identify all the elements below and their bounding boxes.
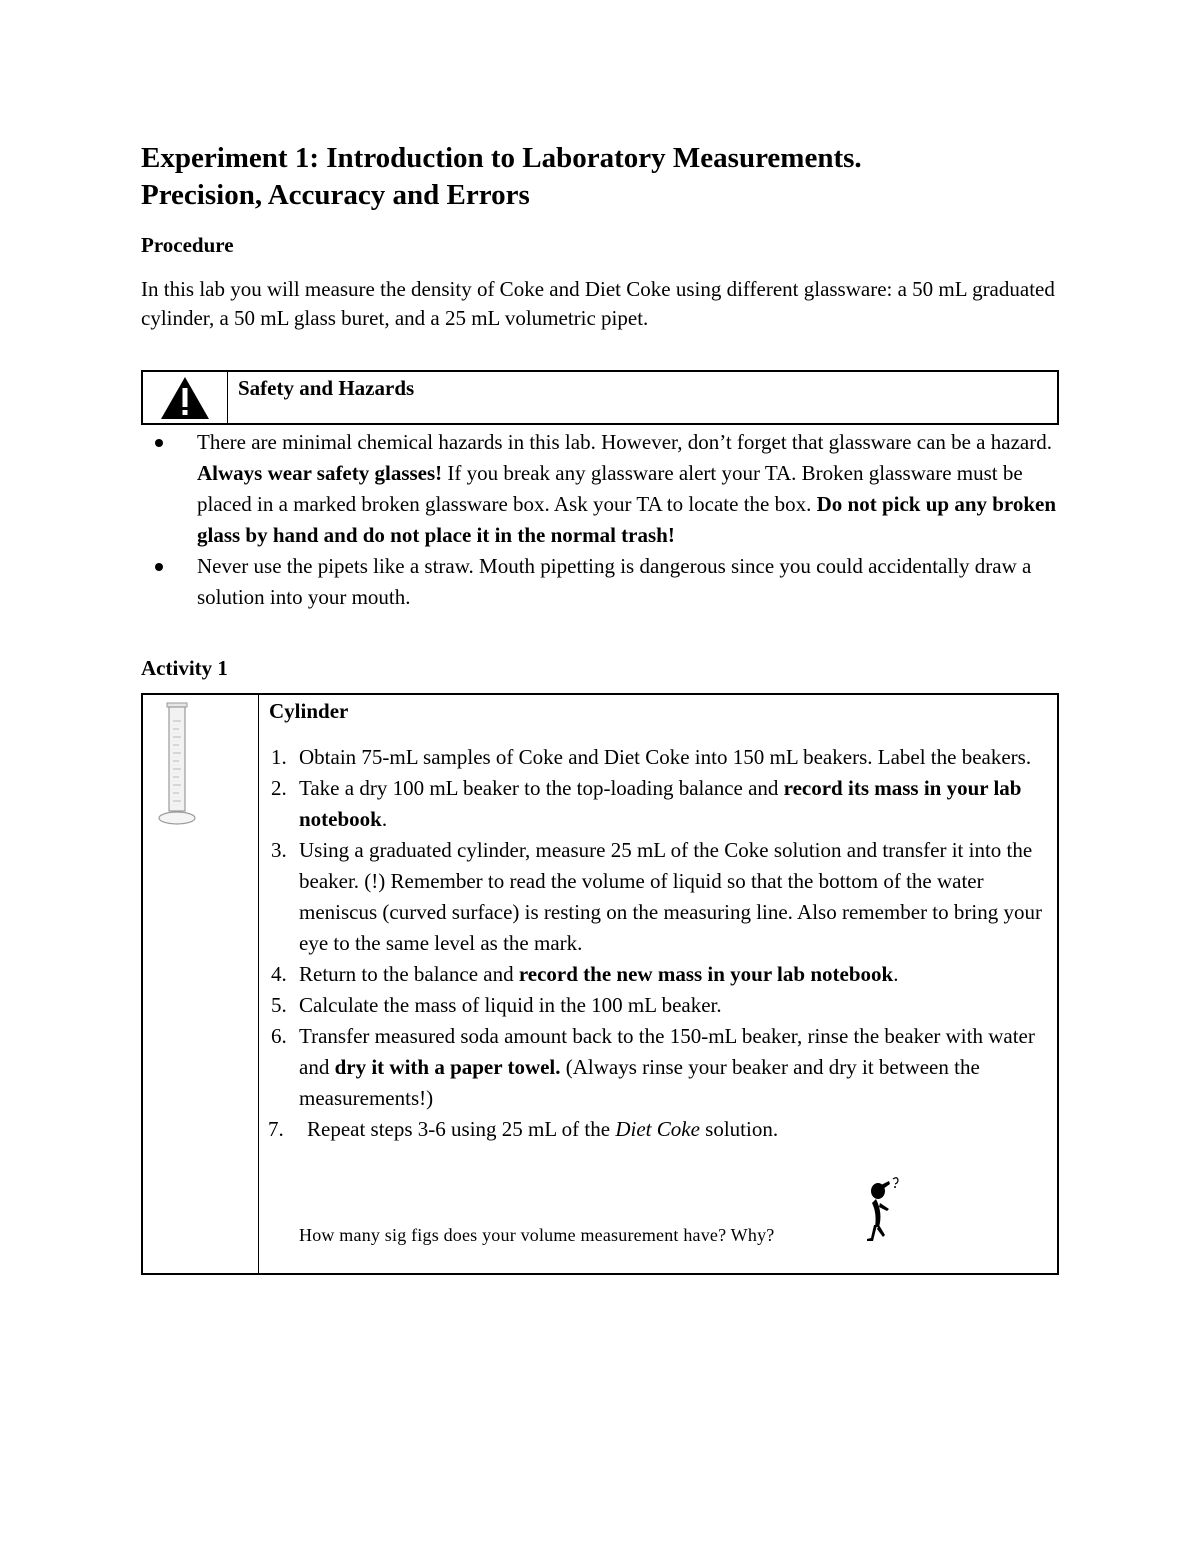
- step-3-number: 3.: [271, 838, 287, 862]
- thinking-figure-icon: [863, 1175, 903, 1247]
- step-3: [269, 835, 1047, 959]
- graduated-cylinder-icon: [157, 701, 197, 829]
- bullet-1-text-a: There are minimal chemical hazards in this lab. However, don’t forget that glassware can be a hazard.: [197, 430, 1052, 454]
- step-2-number: 2.: [271, 776, 287, 800]
- activity-heading: Activity 1: [141, 656, 228, 680]
- safety-header-table: [141, 370, 1059, 425]
- step-1-number: 1.: [271, 745, 287, 769]
- step-7: [269, 1114, 1047, 1145]
- document-page: [141, 140, 1061, 1275]
- step-7-italic: Diet Coke: [615, 1117, 700, 1141]
- step-2: [269, 773, 1047, 835]
- safety-bullet-2: Never use the pipets like a straw. Mouth pipetting is dangerous since you could accidentally draw a solution into your mouth.: [141, 551, 1061, 613]
- warning-triangle-icon: [159, 375, 211, 421]
- activity-icon-cell: [143, 695, 259, 1273]
- title-line-2: Precision, Accuracy and Errors: [141, 179, 530, 211]
- bullet-1-bold-a: Always wear safety glasses!: [197, 461, 443, 485]
- safety-heading: Safety and Hazards: [238, 376, 415, 400]
- procedure-heading: Procedure: [141, 233, 234, 257]
- sig-figs-question: How many sig figs does your volume measurement have? Why?: [299, 1225, 775, 1245]
- safety-icon-cell: [143, 372, 228, 423]
- step-6-bold: dry it with a paper towel.: [334, 1055, 561, 1079]
- step-7-text: Repeat steps 3-6 using 25 mL of the: [307, 1117, 616, 1141]
- step-2-bold: record its mass in your lab notebook: [299, 776, 1022, 831]
- activity-table: [141, 693, 1059, 1275]
- step-4-number: 4.: [271, 962, 287, 986]
- step-2-end: .: [381, 807, 388, 831]
- activity-content: [259, 695, 1057, 1273]
- cylinder-heading: Cylinder: [269, 699, 349, 723]
- cylinder-steps: [269, 742, 1047, 1145]
- step-7-number: 7.: [268, 1117, 284, 1141]
- step-4-bold: record the new mass in your lab notebook: [518, 962, 894, 986]
- step-1-text: Obtain 75-mL samples of Coke and Diet Coke into 150 mL beakers. Label the beakers.: [299, 745, 1032, 769]
- step-6-end: (Always rinse your beaker and dry it between the measurements!): [299, 1055, 980, 1110]
- step-6-number: 6.: [271, 1024, 287, 1048]
- step-4-end: .: [893, 962, 899, 986]
- step-3-text: Using a graduated cylinder, measure 25 mL of the Coke solution and transfer it into the beaker. (!) Remember to read the volume of liquid so that the bottom of the water meniscus (curved surface) is resting on the measuring line. Also remember to bring your eye to the same level as the mark.: [299, 838, 1042, 955]
- step-7-end: solution.: [699, 1117, 779, 1141]
- step-4-text: Return to the balance and: [299, 962, 519, 986]
- bullet-1-text-b: If you break any glassware alert your TA. Broken glassware must be placed in a marked broken glassware box. Ask your TA to locate the box.: [197, 461, 1023, 516]
- step-5-text: Calculate the mass of liquid in the 100 mL beaker.: [299, 993, 722, 1017]
- safety-bullet-1: [141, 427, 1061, 551]
- step-6-text: Transfer measured soda amount back to the 150-mL beaker, rinse the beaker with water and: [299, 1024, 1035, 1079]
- step-1: [269, 742, 1047, 773]
- document-title: [141, 140, 1061, 214]
- step-5: [269, 990, 1047, 1021]
- bullet-1-bold-b: Do not pick up any broken glass by hand and do not place it in the normal trash!: [197, 492, 1057, 547]
- step-5-number: 5.: [271, 993, 287, 1017]
- step-6: [269, 1021, 1047, 1114]
- step-2-text: Take a dry 100 mL beaker to the top-loading balance and: [299, 776, 784, 800]
- step-4: [269, 959, 1047, 990]
- safety-bullet-list: [141, 427, 1061, 613]
- procedure-intro: In this lab you will measure the density of Coke and Diet Coke using different glassware: a 50 mL graduated cylinder, a 50 mL glass buret, and a 25 mL volumetric pipet.: [141, 277, 1055, 330]
- title-line-1: Experiment 1: Introduction to Laboratory Measurements.: [141, 142, 862, 174]
